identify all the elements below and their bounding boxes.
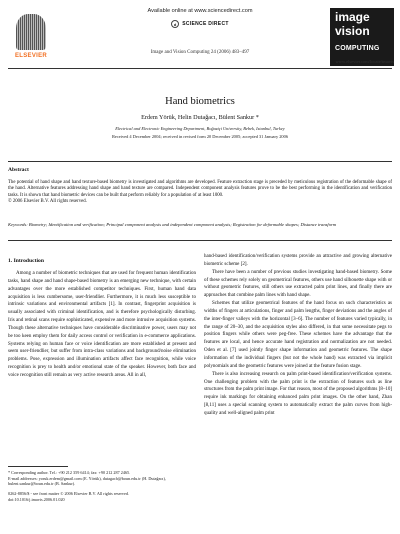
footnote-corresponding <box>8 470 196 487</box>
elsevier-tree-icon <box>16 14 46 50</box>
journal-logo <box>330 8 394 66</box>
abstract-copyright: © 2006 Elsevier B.V. All rights reserved. <box>8 199 87 205</box>
keywords: Keywords: Biometry; Identification and verification; Principal component analysis and independent component analysis; Registration for deformable shapes; Distance transform <box>8 222 337 227</box>
left-column <box>8 270 196 380</box>
article-authors: Erdem Yörük, Helin Dutağacı, Bülent Sankur * <box>141 114 259 121</box>
journal-logo-line3: COMPUTING <box>335 45 380 52</box>
issn-line: 0262-8856/$ - see front matter © 2006 Elsevier B.V. All rights reserved. <box>8 491 130 496</box>
abstract-heading: Abstract <box>8 167 29 173</box>
article-title: Hand biometrics <box>165 96 235 107</box>
intro-paragraph-4: There is also increasing research on palm print-based identification/verification systems. One challenging problem with the palm print is the extraction of features such as line structures from the palm print image. For that reason, most of the proposed algorithms [8–10] require ink markings for obtaining enhanced palm print images. On the other hand, Zhan [8,11] uses a special scanning system to automatically extract the palm curves from high-quality and well-aligned palm print <box>204 371 392 416</box>
abstract-body <box>8 180 392 206</box>
section-heading-introduction: 1. Introduction <box>8 258 44 264</box>
sciencedirect-logo <box>150 17 250 31</box>
intro-paragraph-1: Among a number of biometric techniques that are used for frequent human identification tasks, hand shape and hand shape-based biometry is an emerging new technique, with certain advantages over the more established competitor techniques. First, human hand data acquisition is less cumbersome, user-friendlier. Furthermore, it is much less susceptible to intrinsic variations and environmental artifacts [1]. In contrast, fingerprint acquisition is usually associated with criminal identification, and is therefore psychologically disturbing. Iris and retinal scans require sophisticated, expensive and more intrusive acquisition systems. Though these alternative techniques have considerable discriminative power, users may not be too keen employ them for daily access control or verification in e-commerce applications. Systems relying on human face or voice identification are more established at present and seem user-friendlier, but suffer from intra-class variations and background/noise elimination problems. Pose, expression and illumination artifacts affect face recognition, while voice recognition is prey to health and/or emotional state of the speaker. However, both face and voice recognition still remain as very active research areas. All in all, <box>8 271 196 378</box>
received-dates: Received 4 December 2004; received in revised form 20 December 2005; accepted 31 January 2006 <box>111 134 289 139</box>
journal-reference: Image and Vision Computing 24 (2006) 483–497 <box>150 50 250 55</box>
journal-logo-line2: vision <box>335 24 370 38</box>
abstract-bottom-rule <box>8 240 392 241</box>
sciencedirect-logo-text: SCIENCE DIRECT <box>182 21 229 27</box>
corresponding-author: * Corresponding author. Tel.: +90 212 359 6414; fax: +90 212 287 2465. <box>8 470 131 475</box>
sciencedirect-d-icon: d <box>171 20 179 28</box>
footnote-publication <box>8 491 196 502</box>
author-affiliation: Electrical and Electronic Engineering Department, Boğaziçi University, Bebek, Istanbul, Turkey <box>115 126 285 131</box>
header-rule <box>8 68 392 69</box>
doi-line[interactable]: doi:10.1016/j.imavis.2006.01.020 <box>8 496 65 502</box>
intro-paragraph-3: Schemes that utilize geometrical features of the hand focus on such characteristics as widths of fingers at articulations, finger and palm lengths, finger deviations and the angles of the inter-finger valleys with the horizontal [3–6]. The number of features varied typically, in the range of 20–30, and the acquisition styles also differed, in that some necessitate pegs to position fingers while others were peg-free. These schemes have the advantage that the features are local, and hence accurate hand registration and normalization are not needed. Oden et al. [7] used jointly finger shape information and geometric features. The shape information of the individual fingers (but not the whole hand) was extracted via implicit polynomials and the geometric features were joined at the feature fusion stage. <box>204 301 392 369</box>
abstract-top-rule <box>8 161 392 162</box>
right-column <box>204 253 392 418</box>
intro-paragraph-continued: hand-based identification/verification systems provide an attractive and growing alternative biometric scheme [2]. <box>204 254 392 267</box>
footnote-rule <box>8 466 68 467</box>
intro-paragraph-2: There have been a number of previous studies investigating hand-based biometry. Some of these schemes rely solely on geometrical features, others use hand silhouette shape with or without geometric features, still others use extracted palm print lines, and finally there are approaches that combine palm lines with hand shape. <box>204 269 392 299</box>
elsevier-wordmark: ELSEVIER <box>14 53 48 59</box>
journal-logo-line1: image <box>335 10 370 24</box>
journal-url[interactable]: www.elsevier.com/locate/imavis <box>335 59 394 64</box>
abstract-text: The potential of hand shape and hand texture-based biometry is investigated and algorithms are developed. Feature extraction stage is preceded by meticulous registration of the deformable shape of the hand. Alternative features addressing hand shape and hand texture are compared. Independent component analysis features prove to be the best performing in the identification and verification tasks. It is shown that hand biometric devices can be built that perform reliably for a population of at least 1000. <box>8 180 392 198</box>
author-emails: E-mail addresses: yoruk.erdem@gmail.com (E. Yörük), dutagach@boun.edu.tr (H. Dutağacı), bulent.sankur@boun.edu.tr (B. Sankur). <box>8 475 166 487</box>
available-online-text: Available online at www.sciencedirect.com <box>147 8 253 14</box>
